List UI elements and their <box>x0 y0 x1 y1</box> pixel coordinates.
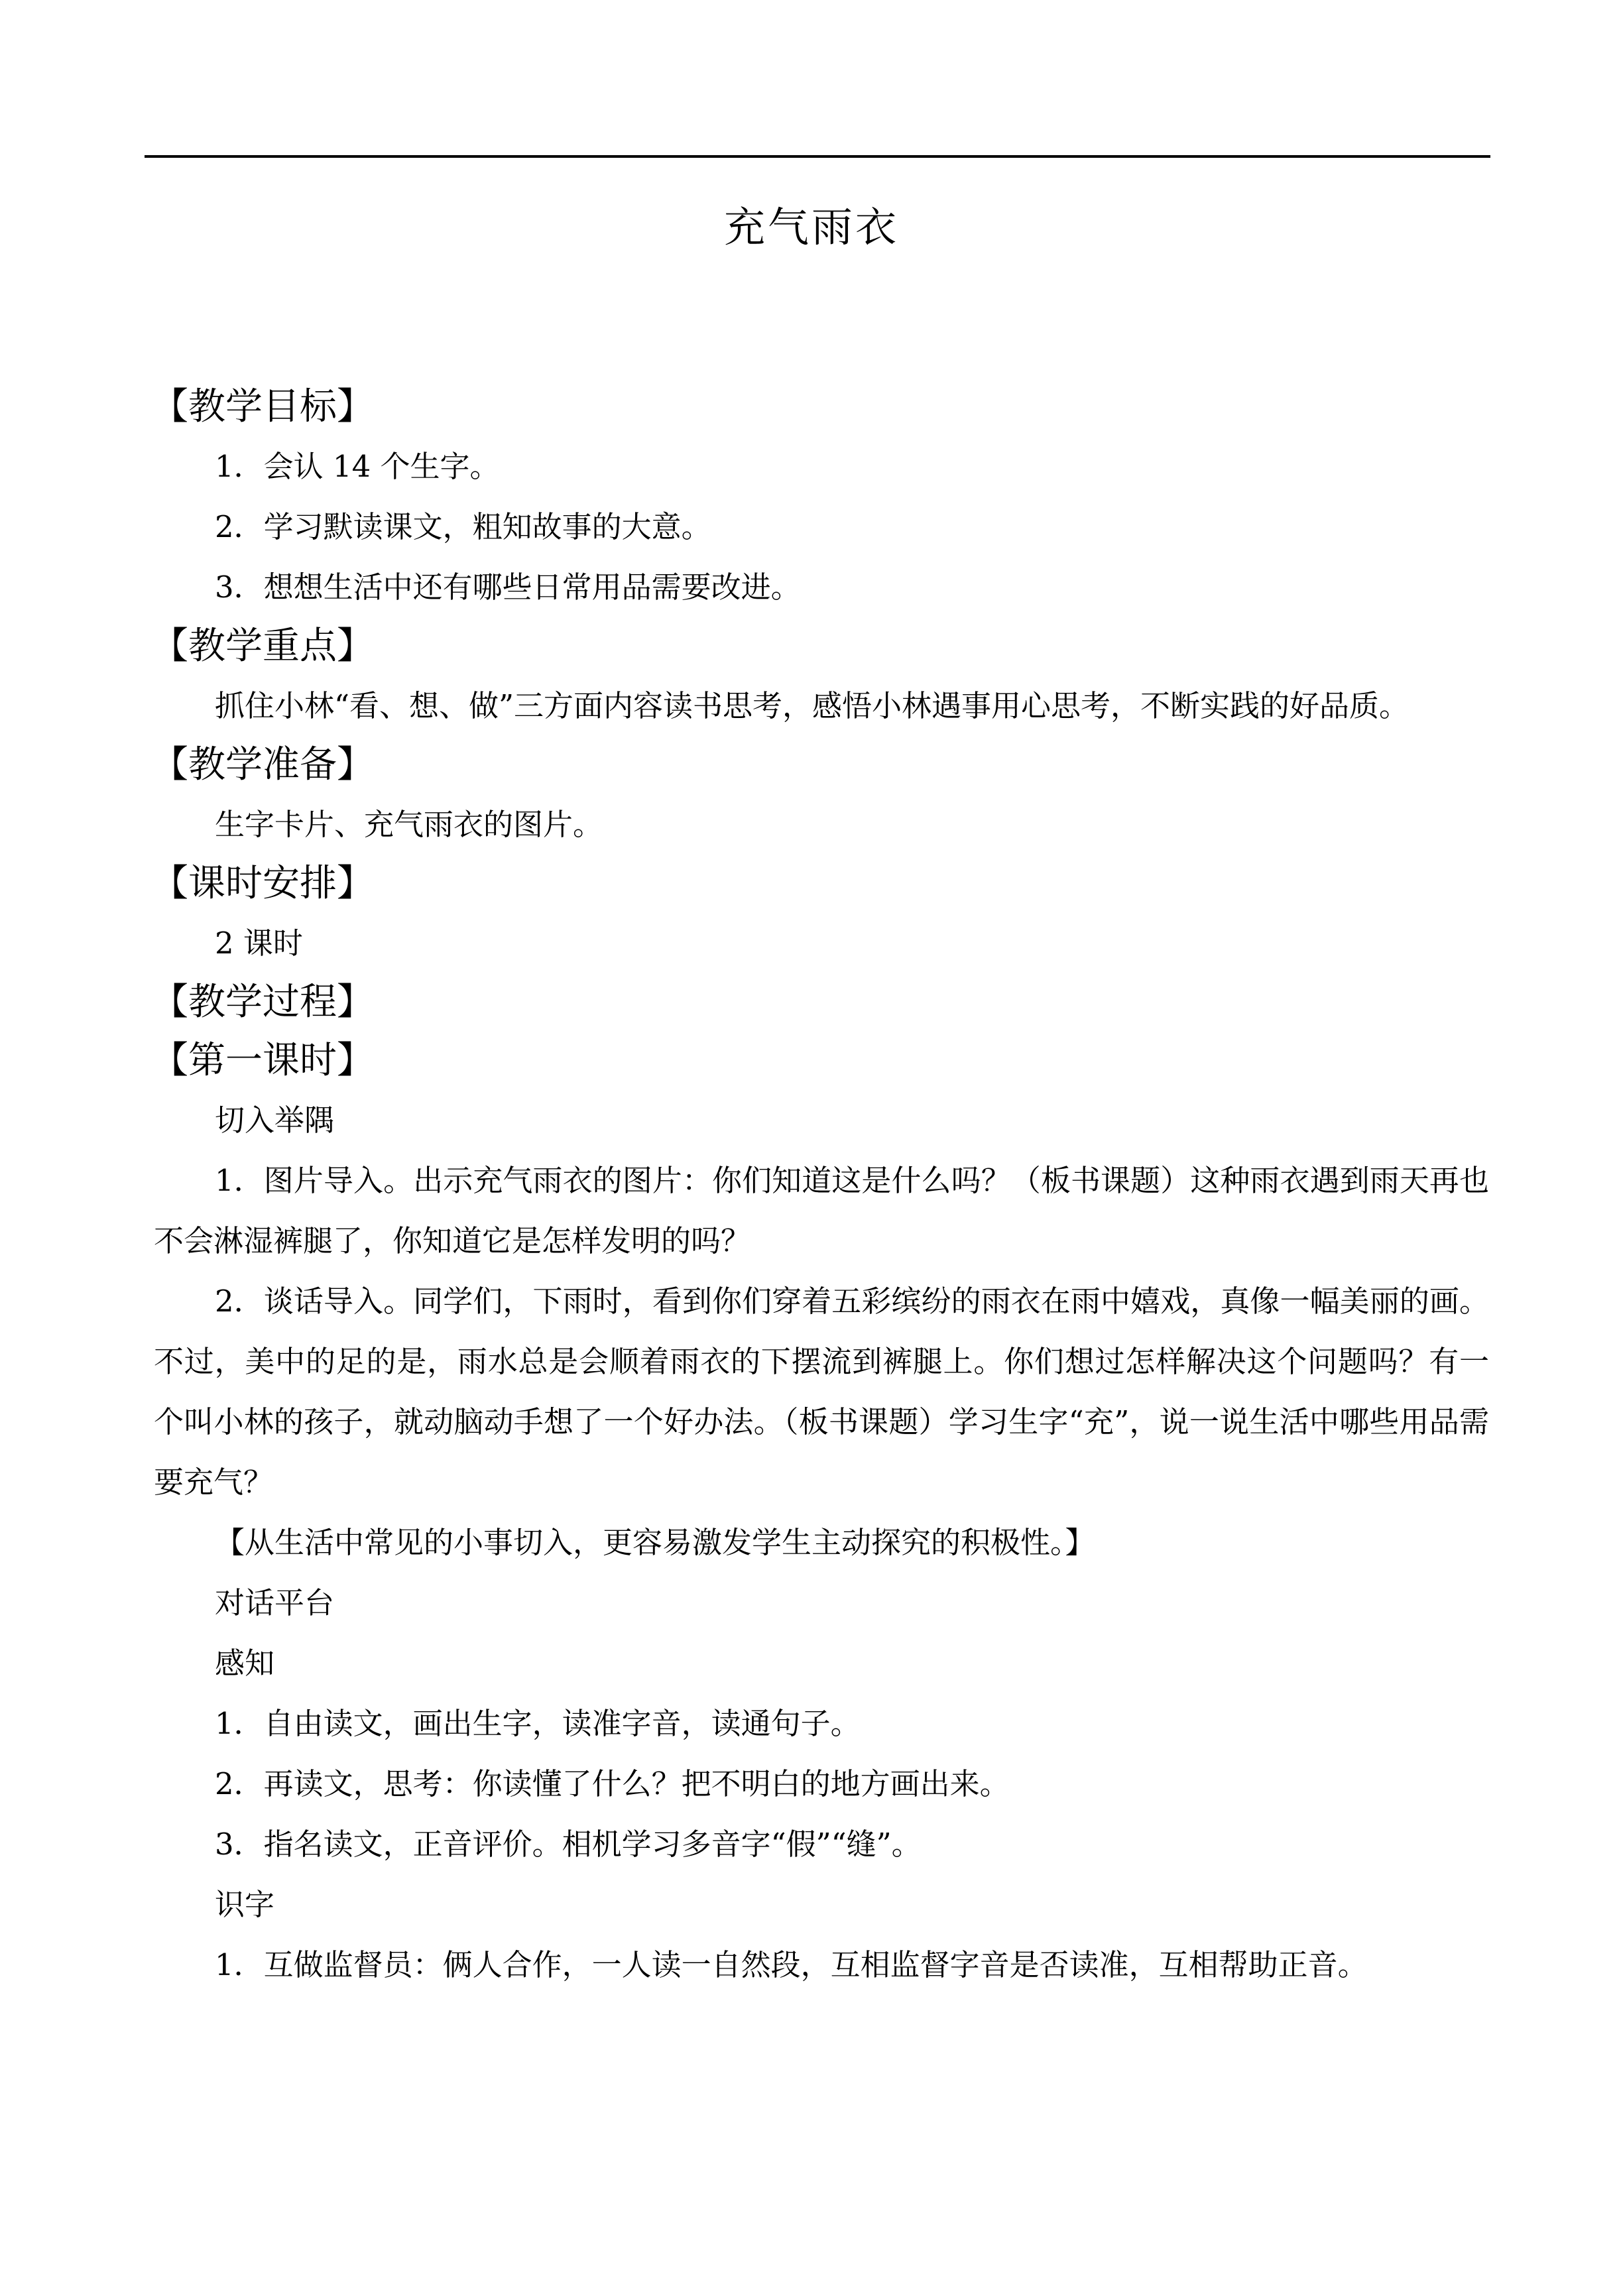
paragraph: 抓住小林“看、想、做”三方面内容读书思考，感悟小林遇事用心思考，不断实践的好品质。 <box>215 688 1410 723</box>
page-title: 充气雨衣 <box>723 203 899 251</box>
paragraph: 1．图片导入。出示充气雨衣的图片：你们知道这是什么吗？（板书课题）这种雨衣遇到雨天再也不会淋湿裤腿了，你知道它是怎样发明的吗？ <box>154 1163 1489 1258</box>
paragraph: 【从生活中常见的小事切入，更容易激发学生主动探究的积极性。】 <box>215 1525 1095 1560</box>
paragraph: 3．指名读文，正音评价。相机学习多音字“假”“缝”。 <box>215 1827 922 1862</box>
paragraph: 3．想想生活中还有哪些日常用品需要改进。 <box>215 570 801 605</box>
paragraph: 对话平台 <box>215 1585 335 1620</box>
paragraph: 感知 <box>215 1646 275 1681</box>
paragraph: 识字 <box>215 1887 275 1922</box>
paragraph: 2．谈话导入。同学们，下雨时，看到你们穿着五彩缤纷的雨衣在雨中嬉戏，真像一幅美丽的画。不过，美中的足的是，雨水总是会顺着雨衣的下摆流到裤腿上。你们想过怎样解决这个问题吗？有一个叫小林的孩子，就动脑动手想了一个好办法。（板书课题）学习生字“充”，说一说生活中哪些用品需要充气？ <box>154 1284 1489 1500</box>
section-heading-first-lesson: 【第一课时】 <box>151 1039 374 1082</box>
section-heading-preparation: 【教学准备】 <box>151 743 374 786</box>
header-rule <box>145 155 1490 158</box>
section-heading-objectives: 【教学目标】 <box>151 385 374 428</box>
section-heading-key-points: 【教学重点】 <box>151 625 374 668</box>
document-body <box>151 378 1489 1995</box>
paragraph: 2．再读文，思考：你读懂了什么？把不明白的地方画出来。 <box>215 1766 1010 1801</box>
paragraph: 2．学习默读课文，粗知故事的大意。 <box>215 509 711 544</box>
paragraph: 生字卡片、充气雨衣的图片。 <box>215 807 603 842</box>
paragraph: 切入举隅 <box>215 1103 335 1138</box>
paragraph: 1．互做监督员：俩人合作，一人读一自然段，互相监督字音是否读准，互相帮助正音。 <box>215 1947 1368 1982</box>
paragraph: 2 课时 <box>215 926 303 961</box>
section-heading-schedule: 【课时安排】 <box>151 862 374 905</box>
section-heading-process: 【教学过程】 <box>151 981 374 1024</box>
paragraph: 1．会认 14 个生字。 <box>215 449 500 484</box>
paragraph: 1．自由读文，画出生字，读准字音，读通句子。 <box>215 1706 861 1741</box>
